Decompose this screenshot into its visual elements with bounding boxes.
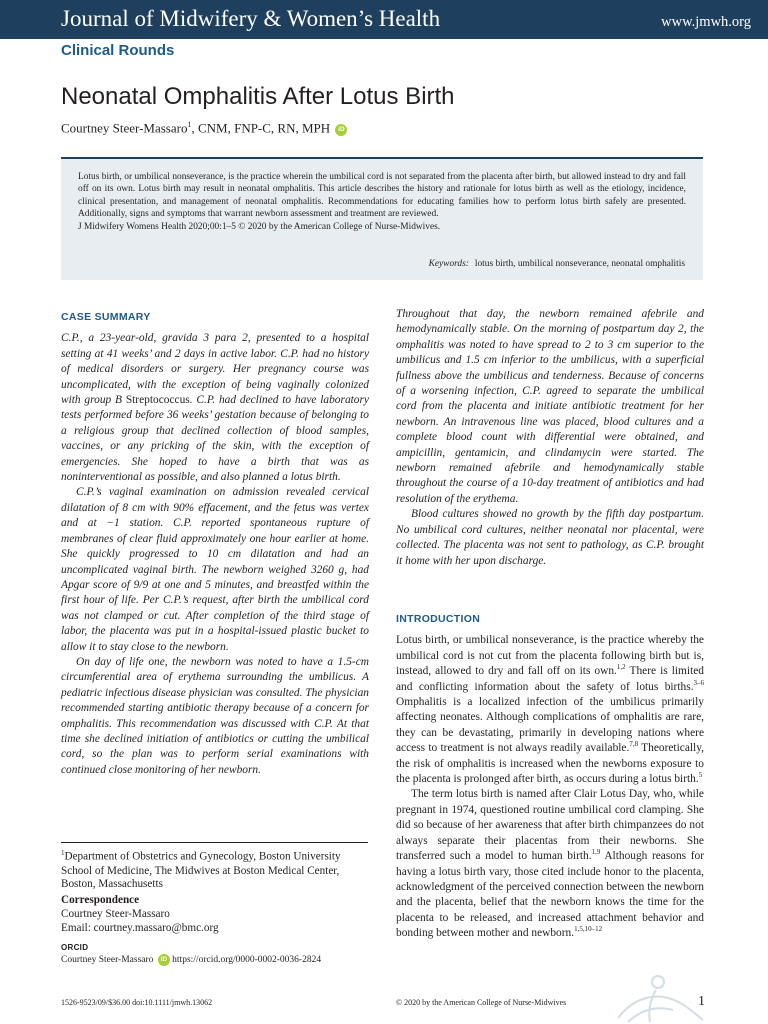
keywords <box>429 259 685 269</box>
footer-copyright: © 2020 by the American College of Nurse-Midwives <box>396 998 567 1007</box>
article-title: Neonatal Omphalitis After Lotus Birth <box>61 83 455 110</box>
intro-paragraph-2: The term lotus birth is named after Clair Lotus Day, who, while pregnant in 1974, questioned routine umbilical cord clamping. She did so because of her awareness that after birth chimpanzees do not always separate their placentas from their newborns. She transferred such a model to human birth.$^{1,9}$ Although reasons for having a lotus birth vary, those cited include honor to the placenta, acknowledgment of the perceived connection between the newborn and the placenta, belief that the newborn knows the time for the placenta to be released, and increased attachment behavior and bonding between mother and newborn.$^{1,5,10-12}$ <box>396 788 705 940</box>
affiliation-text: $^1$Department of Obstetrics and Gynecology, Boston University School of Medicine, The Midwives at Boston Medical Center, Boston, Massachusetts <box>61 849 341 891</box>
keywords-list: lotus birth, umbilical nonseverance, neonatal omphalitis <box>474 259 685 269</box>
journal-header-bar <box>0 0 768 39</box>
case-paragraph-3: On day of life one, the newborn was noted to have a 1.5-cm circumferential area of erythema surrounding the umbilicus. A pediatric infectious disease physician was consulted. The physician recommended starting antibiotic therapy because of a concern for omphalitis. This recommendation was discussed with C.P. At that time she declined initiation of antibiotics or cutting the umbilical cord, so the plan was to perform serial examinations with continued close monitoring of her newborn. <box>61 655 369 776</box>
organism-name: Streptococcus <box>125 394 190 407</box>
author-name: Courtney Steer-Massaro <box>61 120 188 136</box>
orcid-entry <box>61 954 371 968</box>
byline <box>61 120 347 136</box>
citation-ref[interactable]: 7,8 <box>629 740 639 749</box>
footnote-divider <box>61 842 368 843</box>
case-summary-continued <box>396 307 704 569</box>
author-credentials: , CNM, FNP-C, RN, MPH <box>191 120 331 136</box>
abstract-text: Lotus birth, or umbilical nonseverance, is the practice wherein the umbilical cord is not separated from the placenta after birth, but allowed instead to dry and fall off on its own. Lotus birth may result in neonatal omphalitis. This article describes the history and rationale for lotus birth as well as the etiology, incidence, clinical presentation, and management of neonatal omphalitis. Recommendations for educating families how to perform lotus birth safely are presented. Additionally, signs and symptoms that warrant newborn assessment and treatment are reviewed. <box>78 172 686 220</box>
keywords-label: Keywords: <box>428 259 469 269</box>
page-number: 1 <box>698 994 705 1009</box>
section-label: Clinical Rounds <box>61 42 175 59</box>
case-paragraph-5: Blood cultures showed no growth by the fifth day postpartum. No umbilical cord cultures, neither neonatal nor placental, were collected. The placenta was not sent to pathology, as C.P. brought it home with her upon discharge. <box>396 508 704 567</box>
journal-title: Journal of Midwifery & Women’s Health <box>61 6 441 31</box>
intro-paragraph-1: Lotus birth, or umbilical nonseverance, is the practice whereby the umbilical cord is not cut from the placenta following birth but is, instead, allowed to dry and fall off on its own.$^{1,2}$ There is limited and conflicting information about the safety of lotus births.$^{3-6}$ Omphalitis is a localized infection of the umbilicus primarily affecting neonates. Although complications of omphalitis are rare, they can be devastating, primarily in developing nations where access to treatment is not always readily available.$^{7,8}$ Theoretically, the risk of omphalitis is increased when the newborns exposure to the placenta is prolonged after birth, as occurs during a lotus birth.$^5$ <box>396 634 705 786</box>
footer-doi: 1526-9523/09/$36.00 doi:10.1111/jmwh.13062 <box>61 998 213 1007</box>
correspondence-label: Correspondence <box>61 894 140 907</box>
citation-ref[interactable]: 1,2 <box>616 663 626 672</box>
case-summary-heading: CASE SUMMARY <box>61 311 151 323</box>
abstract-box <box>61 157 703 280</box>
citation-ref[interactable]: 1,5,10–12 <box>574 925 603 934</box>
correspondence-name: Courtney Steer-Massaro <box>61 907 170 920</box>
orcid-url-link[interactable]: https://orcid.org/0000-0002-0036-2824 <box>172 955 322 966</box>
affiliation-footnote <box>61 847 371 968</box>
introduction-heading: INTRODUCTION <box>396 613 481 625</box>
orcid-icon[interactable]: iD <box>335 124 347 136</box>
case-paragraph-4: Throughout that day, the newborn remained afebrile and hemodynamically stable. On the morning of postpartum day 2, the omphalitis was noted to have spread to 2 to 3 cm superior to the umbilicus and 1.5 cm inferior to the umbilicus, with a superficial fullness above the umbilicus and tenderness. Because of concerns of a worsening infection, C.P. agreed to separate the umbilical cord from the placenta and initiate antibiotic treatment for her newborn. An intravenous line was placed, blood cultures and a complete blood count with differential were obtained, and ampicillin, gentamicin, and clindamycin were started. The newborn remained afebrile and hemodynamically stable throughout the course of a 10-day treatment of antibiotics and had resolution of the erythema. <box>396 308 704 505</box>
journal-url-link[interactable]: www.jmwh.org <box>661 14 751 30</box>
case-paragraph-1: C.P., a 23-year-old, gravida 3 para 2, presented to a hospital setting at 41 weeks’ and 2 days in active labor. C.P. had no history of medical disorders or surgery. Her pregnancy course was uncomplicated, with the exception of being vaginally colonized with group B Streptococcus. C.P. had declined to have laboratory tests performed before 36 weeks’ gestation because of belonging to a religious group that declined collection of blood samples, vaccines, or any pricking of the skin, with the exception of emergencies. She hoped to have a birth that was as noninterventional as possible, and also planned a lotus birth. <box>61 332 369 484</box>
orcid-author-name: Courtney Steer-Massaro <box>61 955 154 966</box>
citation-ref[interactable]: 3–6 <box>693 678 704 687</box>
case-summary-section <box>61 310 369 778</box>
citation-ref[interactable]: 5 <box>698 771 703 780</box>
author-affil-sup: 1 <box>187 120 192 129</box>
acnm-logo-watermark-icon <box>598 968 708 1024</box>
case-paragraph-2: C.P.’s vaginal examination on admission revealed cervical dilatation of 8 cm with 90% effacement, and the fetus was vertex and at −1 station. C.P. reported spontaneous rupture of membranes of clear fluid approximately one hour earlier at home. She quickly progressed to 10 cm dilatation and had an uncomplicated vaginal birth. The newborn weighed 3260 g, had Apgar score of 9/9 at one and 5 minutes, and breastfed within the first hour of life. Per C.P.’s request, after birth the umbilical cord was not clamped or cut. After completion of the third stage of labor, the placenta was put in a hospital-issued plastic bucket to allow it to stay close to the newborn. <box>61 486 369 653</box>
citation-ref[interactable]: 1,9 <box>591 848 601 857</box>
orcid-label: ORCID <box>61 942 89 952</box>
correspondence-email[interactable]: Email: courtney.massaro@bmc.org <box>61 921 219 934</box>
introduction-section <box>396 612 704 942</box>
abstract-citation: J Midwifery Womens Health 2020;00:1–5 © 2020 by the American College of Nurse-Midwives. <box>78 221 441 232</box>
orcid-icon: iD <box>158 954 170 966</box>
